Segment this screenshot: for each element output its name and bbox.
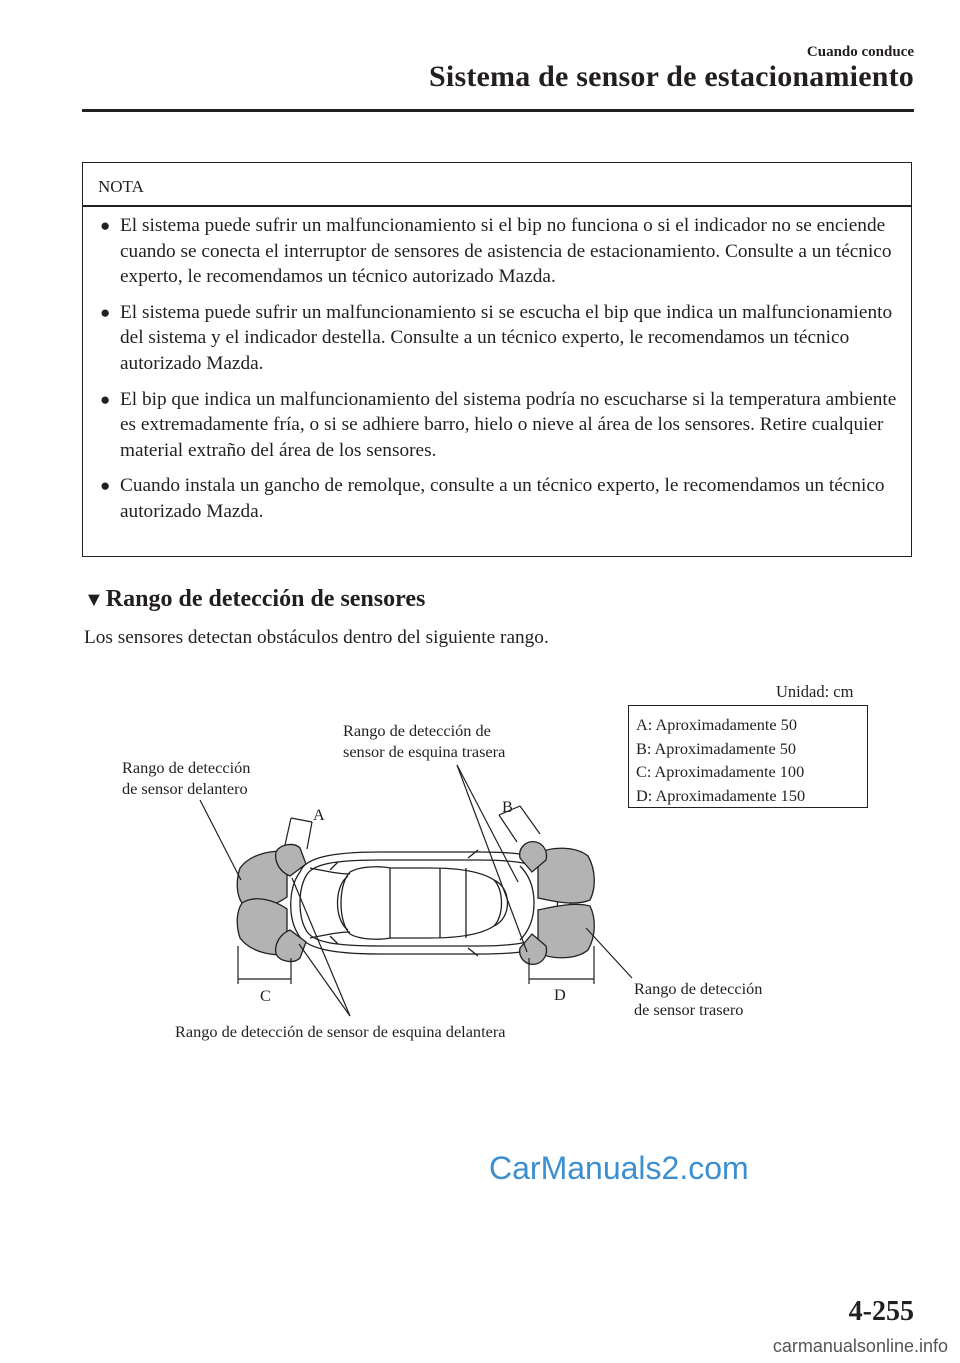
- intro-text: Los sensores detectan obstáculos dentro del siguiente rango.: [84, 627, 549, 648]
- chapter-title: Cuando conduce: [806, 44, 914, 60]
- footer-site-label: carmanualsonline.info: [772, 1336, 948, 1356]
- dimension-label-b: B: [502, 797, 513, 816]
- label-line: Rango de detección: [122, 758, 251, 777]
- page-number: 4-255: [848, 1296, 914, 1327]
- dimension-label-d: D: [554, 985, 566, 1004]
- label-line: Rango de detección de: [343, 721, 491, 740]
- note-item-text: Cuando instala un gancho de remolque, consulte a un técnico experto, le recomendamos un técnico autorizado Mazda.: [120, 475, 885, 522]
- unit-label: Unidad: cm: [776, 682, 854, 701]
- dimension-label-a: A: [313, 805, 325, 824]
- triangle-down-icon: ▼: [84, 589, 104, 611]
- subsection-heading-text: Rango de detección de sensores: [105, 586, 426, 612]
- dimension-label-c: C: [260, 986, 271, 1005]
- note-item-text: El sistema puede sufrir un malfuncionamiento si el bip no funciona o si el indicador no se enciende cuando se conecta el interruptor de sensores de asistencia de estacionamiento. Consulte a un técnico experto, le recomendamos un técnico autorizado Mazda.: [120, 215, 892, 288]
- label-line: de sensor trasero: [634, 1000, 744, 1019]
- note-item-text: El sistema puede sufrir un malfuncionamiento si se escucha el bip que indica un malfuncionamiento del sistema y el indicador destella. Consulte a un técnico experto, le recomendamos un técnico autorizado Mazda.: [120, 301, 893, 374]
- section-title: Sistema de sensor de estacionamiento: [429, 60, 914, 93]
- legend-item-b: B: Aproximadamente 50: [636, 738, 797, 758]
- label-line: Rango de detección: [634, 979, 763, 998]
- bullet-icon: ●: [100, 216, 111, 235]
- rear-sensor-range-label: [634, 978, 762, 1020]
- note-title: NOTA: [98, 177, 144, 196]
- legend-item-d: D: Aproximadamente 150: [636, 785, 806, 805]
- rear-corner-sensor-range-label: [343, 720, 505, 762]
- bullet-icon: ●: [100, 302, 111, 322]
- label-line: de sensor delantero: [122, 779, 248, 798]
- legend-item-a: A: Aproximadamente 50: [636, 715, 797, 734]
- watermark-logo: CarManuals2.com: [489, 1150, 749, 1186]
- bullet-icon: ●: [100, 476, 111, 496]
- front-corner-sensor-range-label: Rango de detección de sensor de esquina delantera: [175, 1022, 506, 1041]
- legend-box: [628, 705, 868, 808]
- legend-item-c: C: Aproximadamente 100: [636, 762, 805, 782]
- front-sensor-range-label: [122, 757, 250, 799]
- note-item-text: El bip que indica un malfuncionamiento del sistema podría no escucharse si la temperatura ambiente es extremadamente fría, o si se adhiere barro, hielo o nieve al área de los sensores. Retire cualquier material extraño del área de los sensores.: [120, 388, 897, 461]
- bullet-icon: ●: [100, 389, 111, 409]
- label-line: sensor de esquina trasera: [343, 742, 506, 761]
